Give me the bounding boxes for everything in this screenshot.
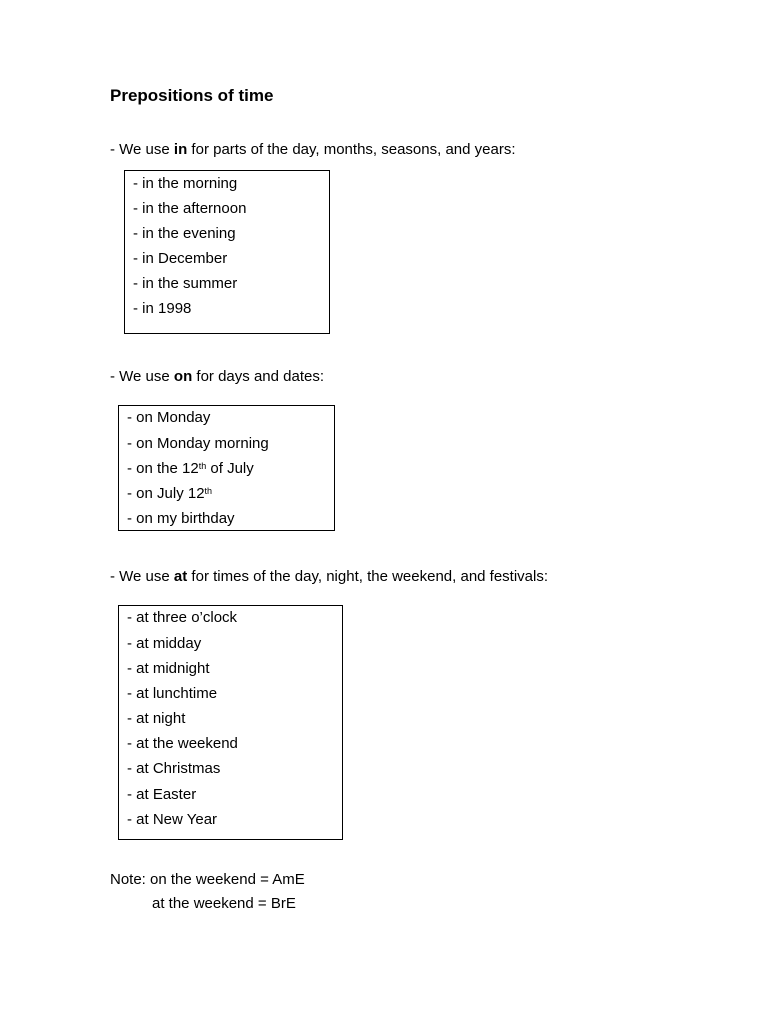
examples-box-at [118,605,343,840]
ordinal-suffix: th [204,486,213,496]
list-item: - at the weekend [127,735,238,752]
list-item: - in the morning [133,175,238,192]
list-item: - in the afternoon [133,200,247,217]
ordinal-suffix: th [198,461,207,471]
list-item: - at midnight [127,660,210,677]
intro-text-after: for days and dates: [192,368,324,385]
list-item: - at three o’clock [127,609,238,626]
list-item: - at New Year [127,811,218,828]
keyword-on: on [173,368,193,385]
keyword-in: in [173,141,188,158]
list-item: - in 1998 [133,300,192,317]
list-item: - in December [133,250,228,267]
intro-text-after: for parts of the day, months, seasons, and years: [187,141,516,158]
list-item: - at midday [127,635,202,652]
list-item: - at night [127,710,186,727]
intro-text-before: - We use [110,568,174,585]
list-item: - at Easter [127,786,197,803]
list-item-text-after: of July [206,460,254,477]
intro-text-after: for times of the day, night, the weekend, and festivals: [187,568,549,585]
list-item-text: - on the 12 [127,460,199,477]
intro-text-before: - We use [110,368,174,385]
note-line-bre: at the weekend = BrE [152,895,296,912]
page-title: Prepositions of time [110,86,274,105]
list-item-text: - on July 12 [127,485,205,502]
list-item: - in the evening [133,225,236,242]
section-at-intro [110,568,548,586]
list-item: - in the summer [133,275,238,292]
list-item: - at lunchtime [127,685,218,702]
examples-box-on [118,405,335,531]
list-item: - on my birthday [127,510,235,527]
examples-box-in [124,170,330,334]
intro-text-before: - We use [110,141,174,158]
list-item: - on Monday morning [127,435,269,452]
note-line-ame: Note: on the weekend = AmE [110,871,305,888]
list-item: - on Monday [127,409,211,426]
section-on-intro [110,368,324,386]
list-item [127,485,212,503]
list-item: - at Christmas [127,760,221,777]
section-in-intro [110,141,516,159]
list-item [127,460,254,478]
keyword-at: at [173,568,188,585]
